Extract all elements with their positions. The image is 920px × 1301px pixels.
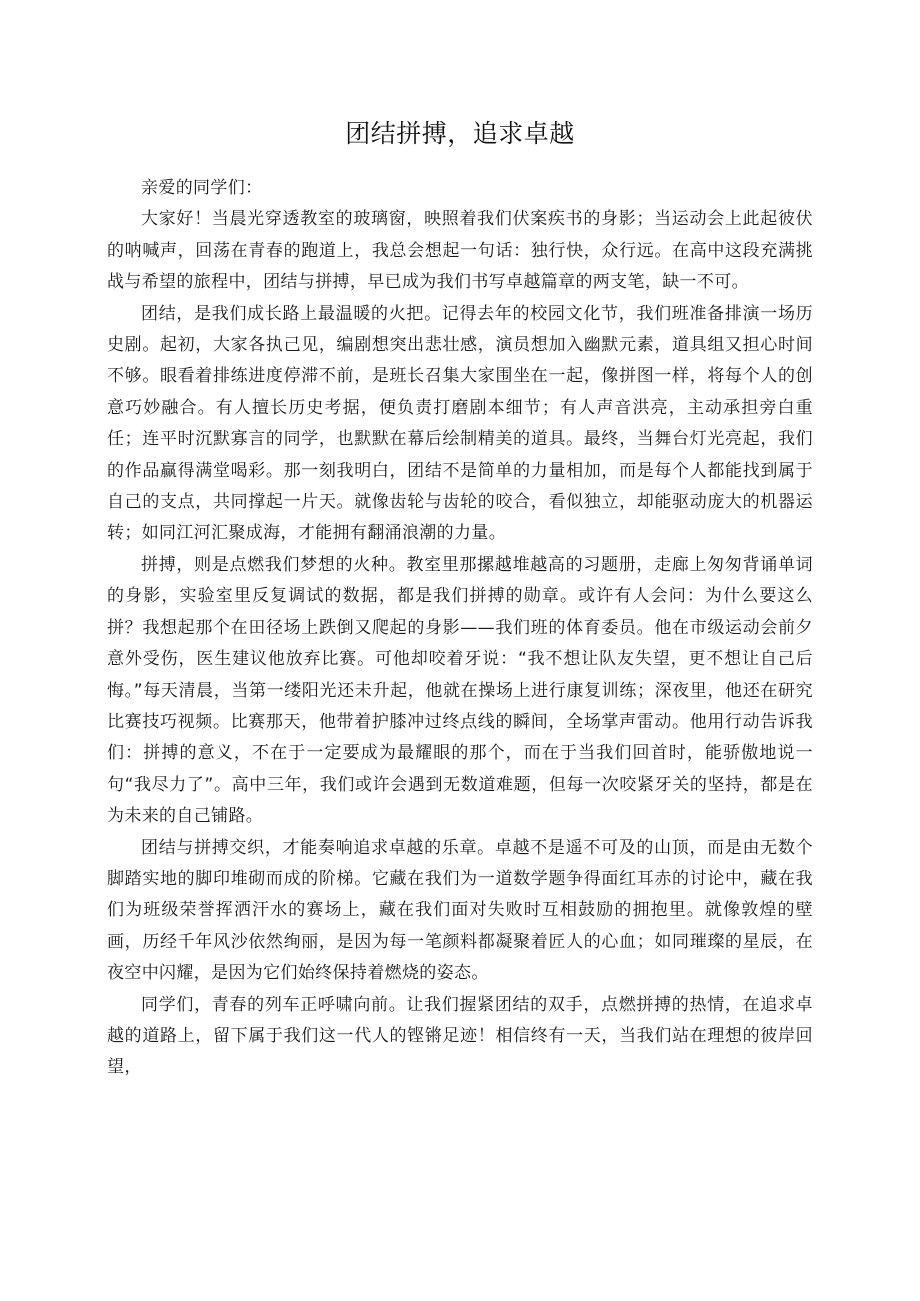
paragraph: 团结与拼搏交织，才能奏响追求卓越的乐章。卓越不是遥不可及的山顶，而是由无数个脚踏实地的脚印堆砌而成的阶梯。它藏在我们为一道数学题争得面红耳赤的讨论中，藏在我们为班级荣誉挥洒汗水的赛场上，藏在我们面对失败时互相鼓励的拥抱里。就像敦煌的壁画，历经千年风沙依然绚丽，是因为每一笔颜料都凝聚着匠人的心血；如同璀璨的星辰，在夜空中闪耀，是因为它们始终保持着燃烧的姿态。 — [107, 837, 813, 984]
paragraph: 同学们，青春的列车正呼啸向前。让我们握紧团结的双手，点燃拼搏的热情，在追求卓越的道路上，留下属于我们这一代人的铿锵足迹！相信终有一天，当我们站在理想的彼岸回望， — [107, 994, 813, 1078]
salutation: 亲爱的同学们： — [141, 178, 263, 198]
paragraph: 团结，是我们成长路上最温暖的火把。记得去年的校园文化节，我们班准备排演一场历史剧。起初，大家各执己见，编剧想突出悲壮感，演员想加入幽默元素，道具组又担心时间不够。眼看着排练进度停滞不前，是班长召集大家围坐在一起，像拼图一样，将每个人的创意巧妙融合。有人擅长历史考据，便负责打磨剧本细节；有人声音洪亮，主动承担旁白重任；连平时沉默寡言的同学，也默默在幕后绘制精美的道具。最终，当舞台灯光亮起，我们的作品赢得满堂喝彩。那一刻我明白，团结不是简单的力量相加，而是每个人都能找到属于自己的支点，共同撑起一片天。就像齿轮与齿轮的咬合，看似独立，却能驱动庞大的机器运转；如同江河汇聚成海，才能拥有翻涌浪潮的力量。 — [107, 303, 813, 544]
document-title: 团结拼搏，追求卓越 — [345, 119, 575, 148]
document-body — [107, 173, 813, 1084]
paragraph: 拼搏，则是点燃我们梦想的火种。教室里那摞越堆越高的习题册，走廊上匆匆背诵单词的身影，实验室里反复调试的数据，都是我们拼搏的勋章。或许有人会问：为什么要这么拼？我想起那个在田径场上跌倒又爬起的身影——我们班的体育委员。他在市级运动会前夕意外受伤，医生建议他放弃比赛。可他却咬着牙说：“我不想让队友失望，更不想让自己后悔。”每天清晨，当第一缕阳光还未升起，他就在操场上进行康复训练；深夜里，他还在研究比赛技巧视频。比赛那天，他带着护膝冲过终点线的瞬间，全场掌声雷动。他用行动告诉我们：拼搏的意义，不在于一定要成为最耀眼的那个，而在于当我们回首时，能骄傲地说一句“我尽力了”。高中三年，我们或许会遇到无数道难题，但每一次咬紧牙关的坚持，都是在为未来的自己铺路。 — [107, 554, 813, 827]
paragraph: 大家好！当晨光穿透教室的玻璃窗，映照着我们伏案疾书的身影；当运动会上此起彼伏的呐喊声，回荡在青春的跑道上，我总会想起一句话：独行快，众行远。在高中这段充满挑战与希望的旅程中，团结与拼搏，早已成为我们书写卓越篇章的两支笔，缺一不可。 — [107, 209, 813, 293]
